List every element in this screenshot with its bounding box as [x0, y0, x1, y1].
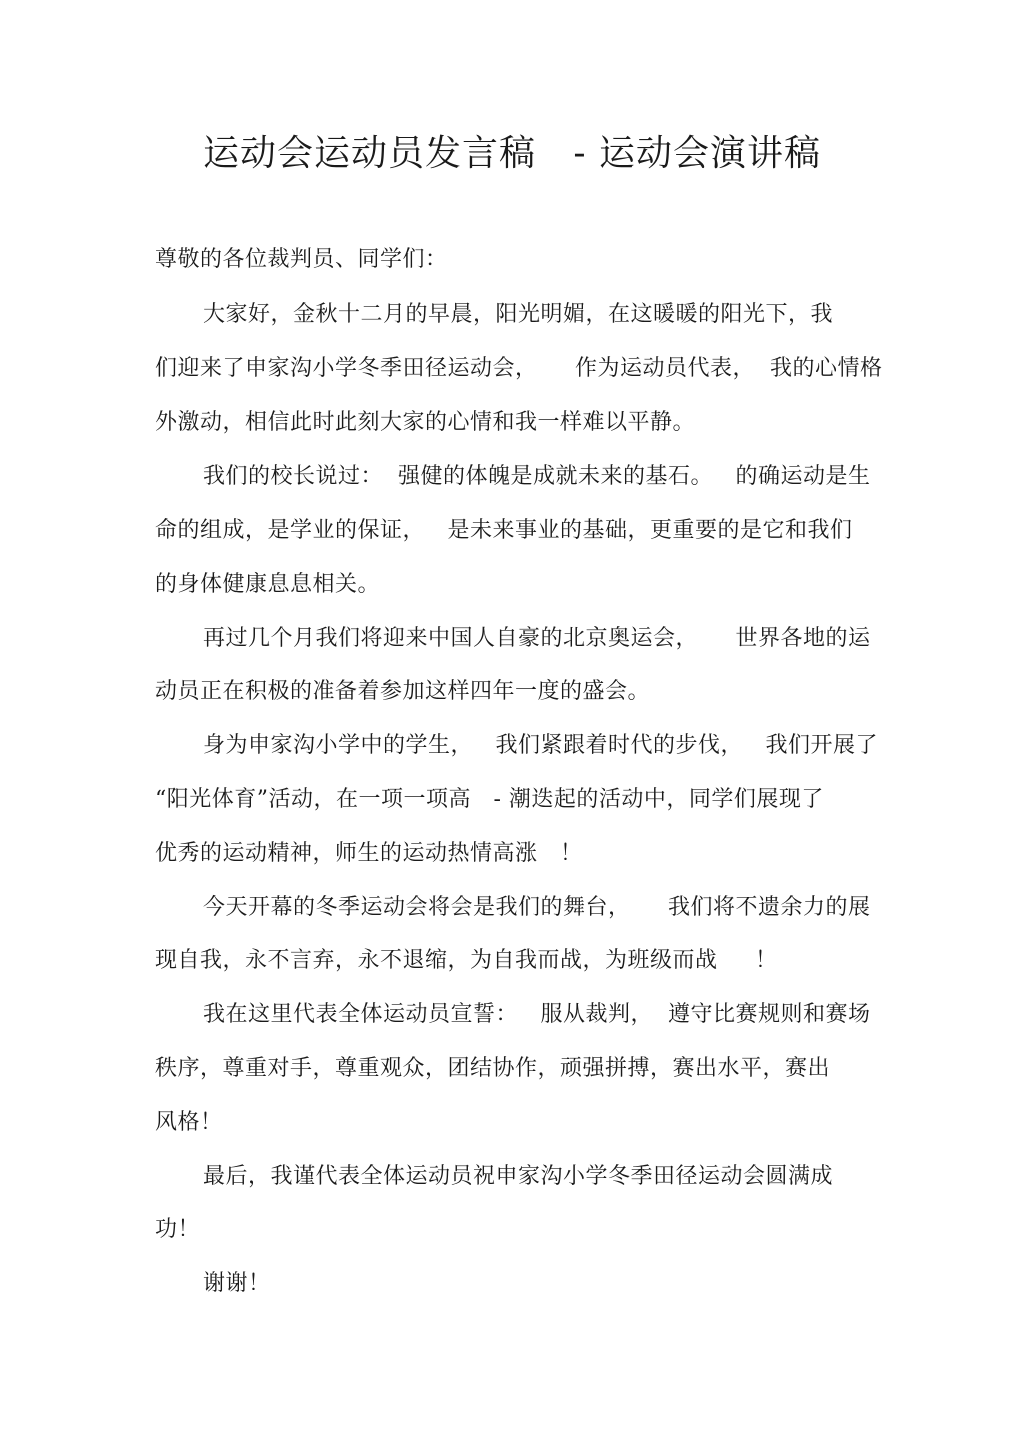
paragraph-line: 大家好，金秋十二月的早晨，阳光明媚，在这暖暖的阳光下，我: [203, 302, 834, 327]
page-title: 运动会运动员发言稿 - 运动会演讲稿: [203, 133, 821, 174]
paragraph-line: 功！: [155, 1217, 201, 1242]
paragraph-line: 的身体健康息息相关。: [155, 572, 381, 597]
paragraph-line: 最后，我谨代表全体运动员祝申家沟小学冬季田径运动会圆满成: [203, 1164, 834, 1189]
paragraph-line: 我们的校长说过： 强健的体魄是成就未来的基石。 的确运动是生: [203, 464, 871, 489]
paragraph-line: 风格！: [155, 1110, 223, 1135]
paragraph-line: 优秀的运动精神，师生的运动热情高涨 ！: [155, 841, 583, 866]
paragraph-line: 外激动，相信此时此刻大家的心情和我一样难以平静。: [155, 410, 696, 435]
paragraph-line: 们迎来了申家沟小学冬季田径运动会， 作为运动员代表， 我的心情格: [155, 356, 883, 381]
closing-line: 谢谢！: [203, 1271, 271, 1296]
paragraph-line: 再过几个月我们将迎来中国人自豪的北京奥运会， 世界各地的运: [203, 626, 871, 651]
paragraph-line: 今天开幕的冬季运动会将会是我们的舞台， 我们将不遗余力的展: [203, 895, 871, 920]
paragraph-line: “阳光体育”活动，在一项一项高 - 潮迭起的活动中，同学们展现了: [155, 787, 824, 812]
salutation-line: 尊敬的各位裁判员、同学们：: [155, 247, 448, 272]
paragraph-line: 动员正在积极的准备着参加这样四年一度的盛会。: [155, 679, 651, 704]
paragraph-line: 身为申家沟小学中的学生， 我们紧跟着时代的步伐， 我们开展了: [203, 733, 878, 758]
paragraph-line: 秩序，尊重对手，尊重观众，团结协作，顽强拼搏，赛出水平，赛出: [155, 1056, 831, 1081]
paragraph-line: 我在这里代表全体运动员宣誓： 服从裁判， 遵守比赛规则和赛场: [203, 1002, 871, 1027]
paragraph-line: 现自我，永不言弃，永不退缩，为自我而战，为班级而战 ！: [155, 948, 778, 973]
paragraph-line: 命的组成，是学业的保证， 是未来事业的基础，更重要的是它和我们: [155, 518, 853, 543]
